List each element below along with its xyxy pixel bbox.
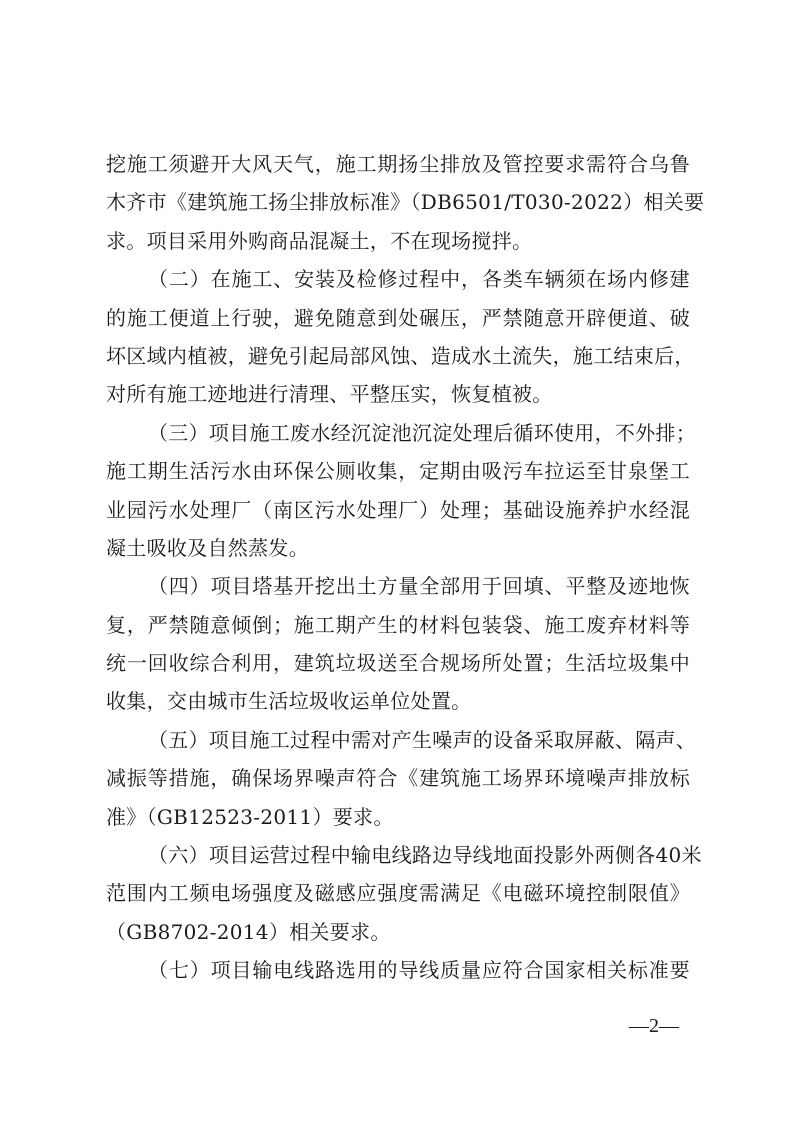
paragraph — [106, 145, 705, 260]
body-text — [106, 145, 705, 990]
text-line: 挖施工须避开大风天气，施工期扬尘排放及管控要求需符合乌鲁 — [106, 152, 690, 176]
paragraph — [106, 836, 702, 951]
page-number: —2— — [629, 1015, 679, 1037]
text-line: 范围内工频电场强度及磁感应强度需满足《电磁环境控制限值》 — [106, 881, 690, 906]
text-line: （GB8702-2014）相关要求。 — [106, 919, 391, 944]
text-line: 凝土吸收及自然蒸发。 — [106, 535, 309, 560]
text-line: 减振等措施，确保场界噪声符合《建筑施工场界环境噪声排放标 — [106, 766, 690, 791]
text-line: 施工期生活污水由环保公厕收集，定期由吸污车拉运至甘泉堡工 — [106, 459, 690, 484]
text-line: （四）项目塔基开挖出土方量全部用于回填、平整及迹地恢 — [148, 574, 690, 599]
text-line: 准》（GB12523-2011）要求。 — [106, 804, 394, 829]
paragraph — [106, 260, 695, 414]
text-line: 统一回收综合利用，建筑垃圾送至合规场所处置；生活垃圾集中 — [106, 651, 690, 676]
text-line: 复，严禁随意倾倒；施工期产生的材料包装袋、施工废弃材料等 — [106, 612, 690, 637]
text-line: （三）项目施工废水经沉淀池沉淀处理后循环使用，不外排； — [148, 420, 697, 445]
text-line: （五）项目施工过程中需对产生噪声的设备采取屏蔽、隔声、 — [148, 727, 697, 752]
paragraph — [106, 951, 690, 989]
text-line: 收集，交由城市生活垃圾收运单位处置。 — [106, 689, 472, 714]
text-line: 业园污水处理厂（南区污水处理厂）处理；基础设施养护水经混 — [106, 497, 690, 522]
text-line: （二）在施工、安装及检修过程中，各类车辆须在场内修建 — [148, 267, 690, 292]
text-line: （六）项目运营过程中输电线路边导线地面投影外两侧各40米 — [148, 843, 702, 868]
paragraph — [106, 414, 697, 568]
text-line: 对所有施工迹地进行清理、平整压实，恢复植被。 — [106, 382, 553, 407]
text-line: 坏区域内植被，避免引起局部风蚀、造成水土流失，施工结束后， — [106, 343, 695, 368]
text-line: 的施工便道上行驶，避免随意到处碾压，严禁随意开辟便道、破 — [106, 305, 690, 330]
paragraph — [106, 567, 690, 721]
text-line: 木齐市《建筑施工扬尘排放标准》（DB6501/T030-2022）相关要 — [106, 190, 705, 215]
text-line: （七）项目输电线路选用的导线质量应符合国家相关标准要 — [148, 958, 690, 983]
paragraph — [106, 721, 697, 836]
text-line: 求。项目采用外购商品混凝土，不在现场搅拌。 — [106, 228, 533, 253]
